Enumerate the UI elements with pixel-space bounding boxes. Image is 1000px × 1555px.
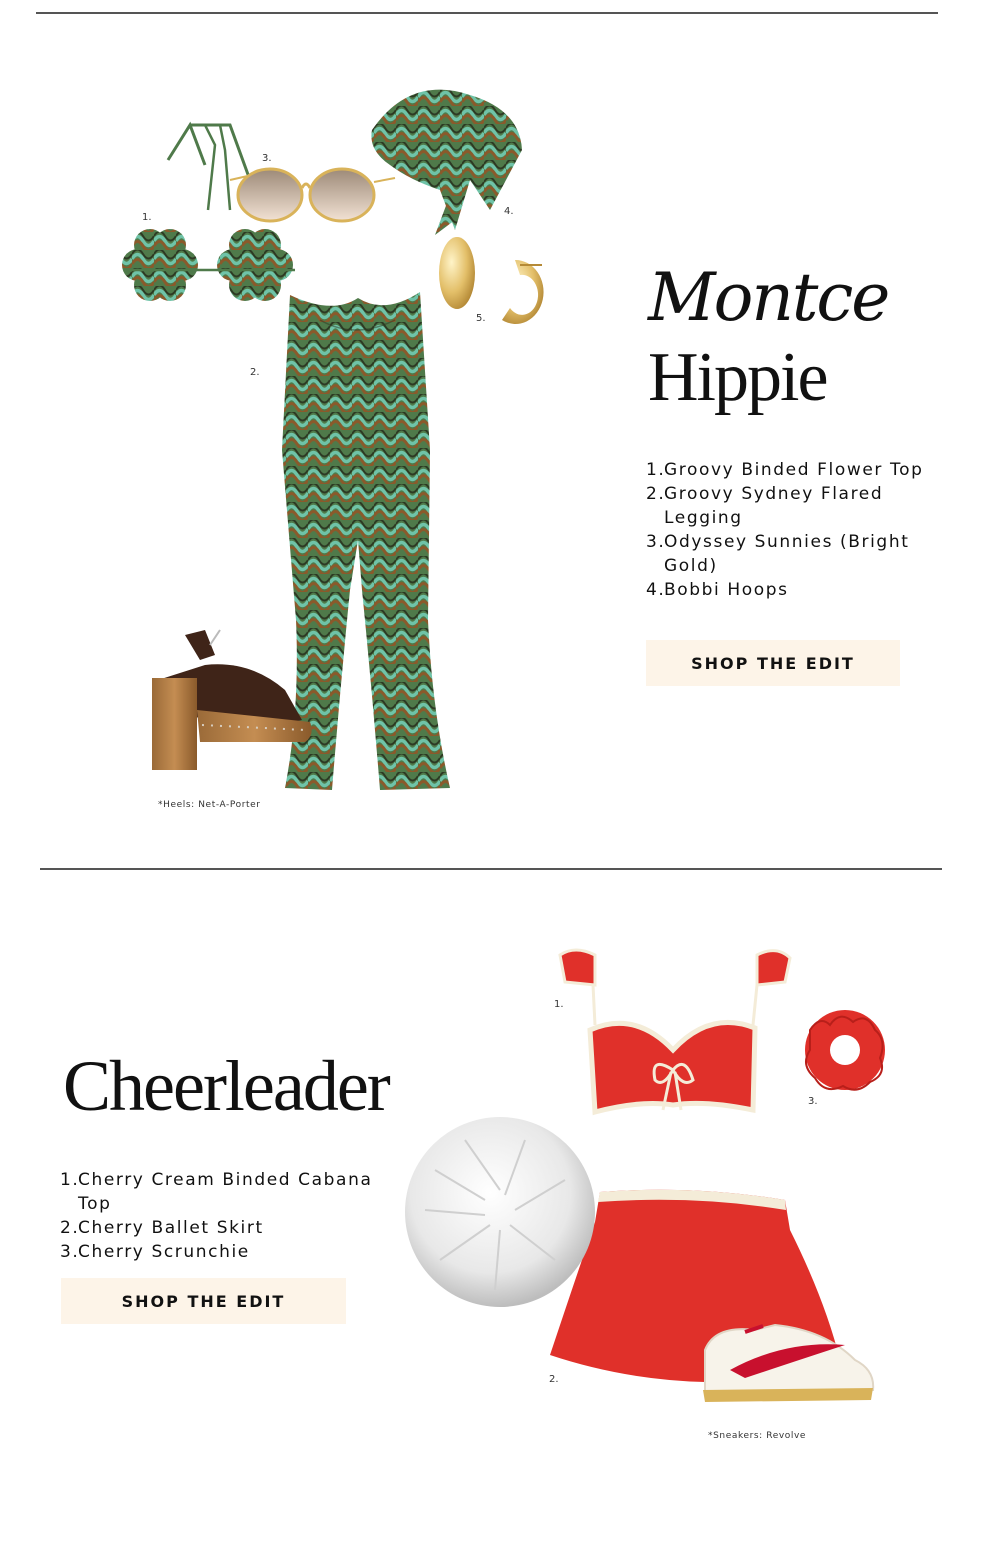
section-divider — [40, 868, 942, 870]
pom-pom-image — [405, 1117, 595, 1307]
hippie-heels-note: *Heels: Net-A-Porter — [158, 800, 261, 810]
hippie-marker-3: 3. — [262, 153, 272, 164]
cheer-marker-3: 3. — [808, 1096, 818, 1107]
scrunchie-image — [805, 1010, 885, 1090]
list-item[interactable]: 3. Odyssey Sunnies (Bright Gold) — [646, 532, 910, 576]
top-divider — [36, 12, 938, 14]
list-item[interactable]: 2. Cherry Ballet Skirt — [60, 1218, 264, 1238]
list-item[interactable]: 4. Bobbi Hoops — [646, 580, 789, 600]
list-item[interactable]: 3. Cherry Scrunchie — [60, 1242, 250, 1262]
headscarf-image — [371, 90, 522, 235]
hippie-item-list — [646, 458, 938, 602]
hippie-marker-1: 1. — [142, 212, 152, 223]
sneaker-image — [703, 1325, 873, 1402]
hippie-marker-5: 5. — [476, 313, 486, 324]
cheer-marker-1: 1. — [554, 999, 564, 1010]
hippie-marker-2: 2. — [250, 367, 260, 378]
hippie-brand-title: Montce — [648, 259, 889, 336]
hippie-shop-button[interactable]: SHOP THE EDIT — [646, 640, 900, 686]
cheer-marker-2: 2. — [549, 1374, 559, 1385]
list-item[interactable]: 2. Groovy Sydney Flared Legging — [646, 484, 884, 528]
cabana-top-image — [560, 950, 790, 1112]
cheer-shop-button[interactable]: SHOP THE EDIT — [61, 1278, 346, 1324]
sunglasses-image — [230, 169, 395, 221]
clog-heel-image — [152, 630, 312, 770]
cheer-title: Cheerleader — [63, 1046, 389, 1126]
list-item[interactable]: 1. Groovy Binded Flower Top — [646, 460, 924, 480]
hippie-outfit-collage — [110, 70, 580, 800]
hoop-earrings-image — [439, 237, 544, 324]
cheer-sneakers-note: *Sneakers: Revolve — [708, 1431, 807, 1441]
cheer-outfit-collage — [405, 940, 895, 1410]
hippie-title: Hippie — [648, 339, 827, 416]
list-item[interactable]: 1. Cherry Cream Binded Cabana Top — [60, 1170, 373, 1214]
hippie-marker-4: 4. — [504, 206, 514, 217]
cheer-item-list — [60, 1168, 380, 1264]
flared-legging-image — [282, 292, 450, 790]
